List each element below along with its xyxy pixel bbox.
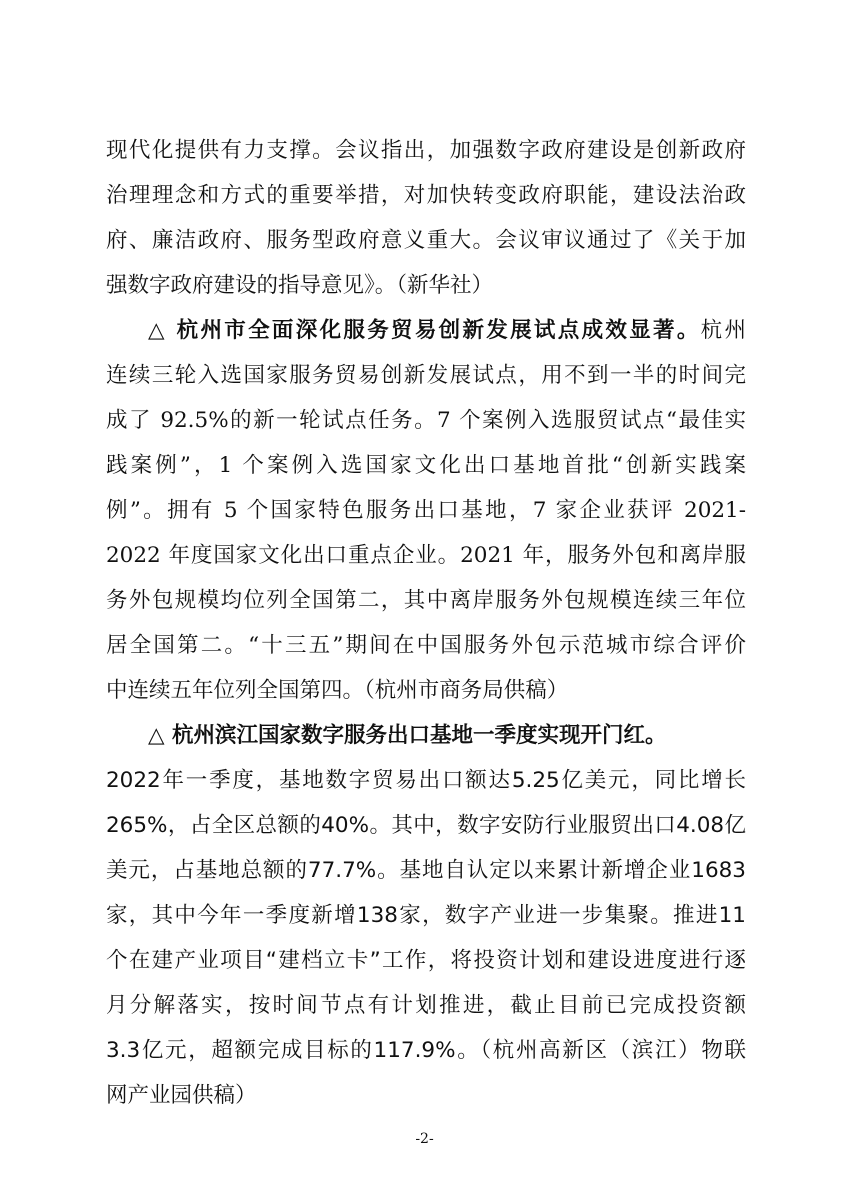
text-line: 3.3亿元，超额完成目标的117.9%。（杭州高新区（滨江）物联	[106, 1038, 746, 1063]
text-line: 府、廉洁政府、服务型政府意义重大。会议审议通过了《关于加	[106, 228, 746, 253]
text-line: 美元，占基地总额的77.7%。基地自认定以来累计新增企业1683	[106, 858, 746, 883]
text-line: 务外包规模均位列全国第二，其中离岸服务外包规模连续三年位	[106, 588, 746, 613]
headline-line	[106, 713, 746, 758]
text-line: 月分解落实，按时间节点有计划推进，截止目前已完成投资额	[106, 993, 746, 1018]
text-line: 践案例”，1 个案例入选国家文化出口基地首批“创新实践案	[106, 453, 746, 478]
text-line: 强数字政府建设的指导意见》。（新华社）	[106, 273, 494, 298]
paragraph-binjiang-digital-export	[106, 713, 746, 1118]
text-line: 治理理念和方式的重要举措，对加快转变政府职能，建设法治政	[106, 183, 746, 208]
text-line: 现代化提供有力支撑。会议指出，加强数字政府建设是创新政府	[106, 138, 746, 163]
text-line: 家，其中今年一季度新增138家，数字产业进一步集聚。推进11	[106, 903, 746, 928]
text-line: 2022年一季度，基地数字贸易出口额达5.25亿美元，同比增长	[106, 768, 746, 793]
paragraph-digital-government	[106, 128, 746, 308]
paragraph-headline: △ 杭州市全面深化服务贸易创新发展试点成效显著。	[148, 318, 701, 343]
headline-line	[106, 308, 746, 353]
text-line: 网产业园供稿）	[106, 1083, 257, 1108]
page-number: -2-	[415, 1131, 434, 1147]
text-line: 265%，占全区总额的40%。其中，数字安防行业服贸出口4.08亿	[106, 813, 746, 838]
headline-tail-text: 杭州	[700, 318, 746, 343]
document-body	[106, 128, 746, 1118]
text-line: 例”。拥有 5 个国家特色服务出口基地，7 家企业获评 2021-	[106, 498, 746, 523]
text-line: 中连续五年位列全国第四。（杭州市商务局供稿）	[106, 678, 569, 703]
paragraph-headline: △ 杭州滨江国家数字服务出口基地一季度实现开门红。	[148, 723, 667, 748]
text-line: 居全国第二。“十三五”期间在中国服务外包示范城市综合评价	[106, 633, 746, 658]
text-line: 连续三轮入选国家服务贸易创新发展试点，用不到一半的时间完	[106, 363, 746, 388]
text-line: 成了 92.5%的新一轮试点任务。7 个案例入选服贸试点“最佳实	[106, 408, 746, 433]
text-line: 个在建产业项目“建档立卡”工作，将投资计划和建设进度进行逐	[106, 948, 746, 973]
text-line: 2022 年度国家文化出口重点企业。2021 年，服务外包和离岸服	[106, 543, 746, 568]
paragraph-hangzhou-service-trade	[106, 308, 746, 713]
